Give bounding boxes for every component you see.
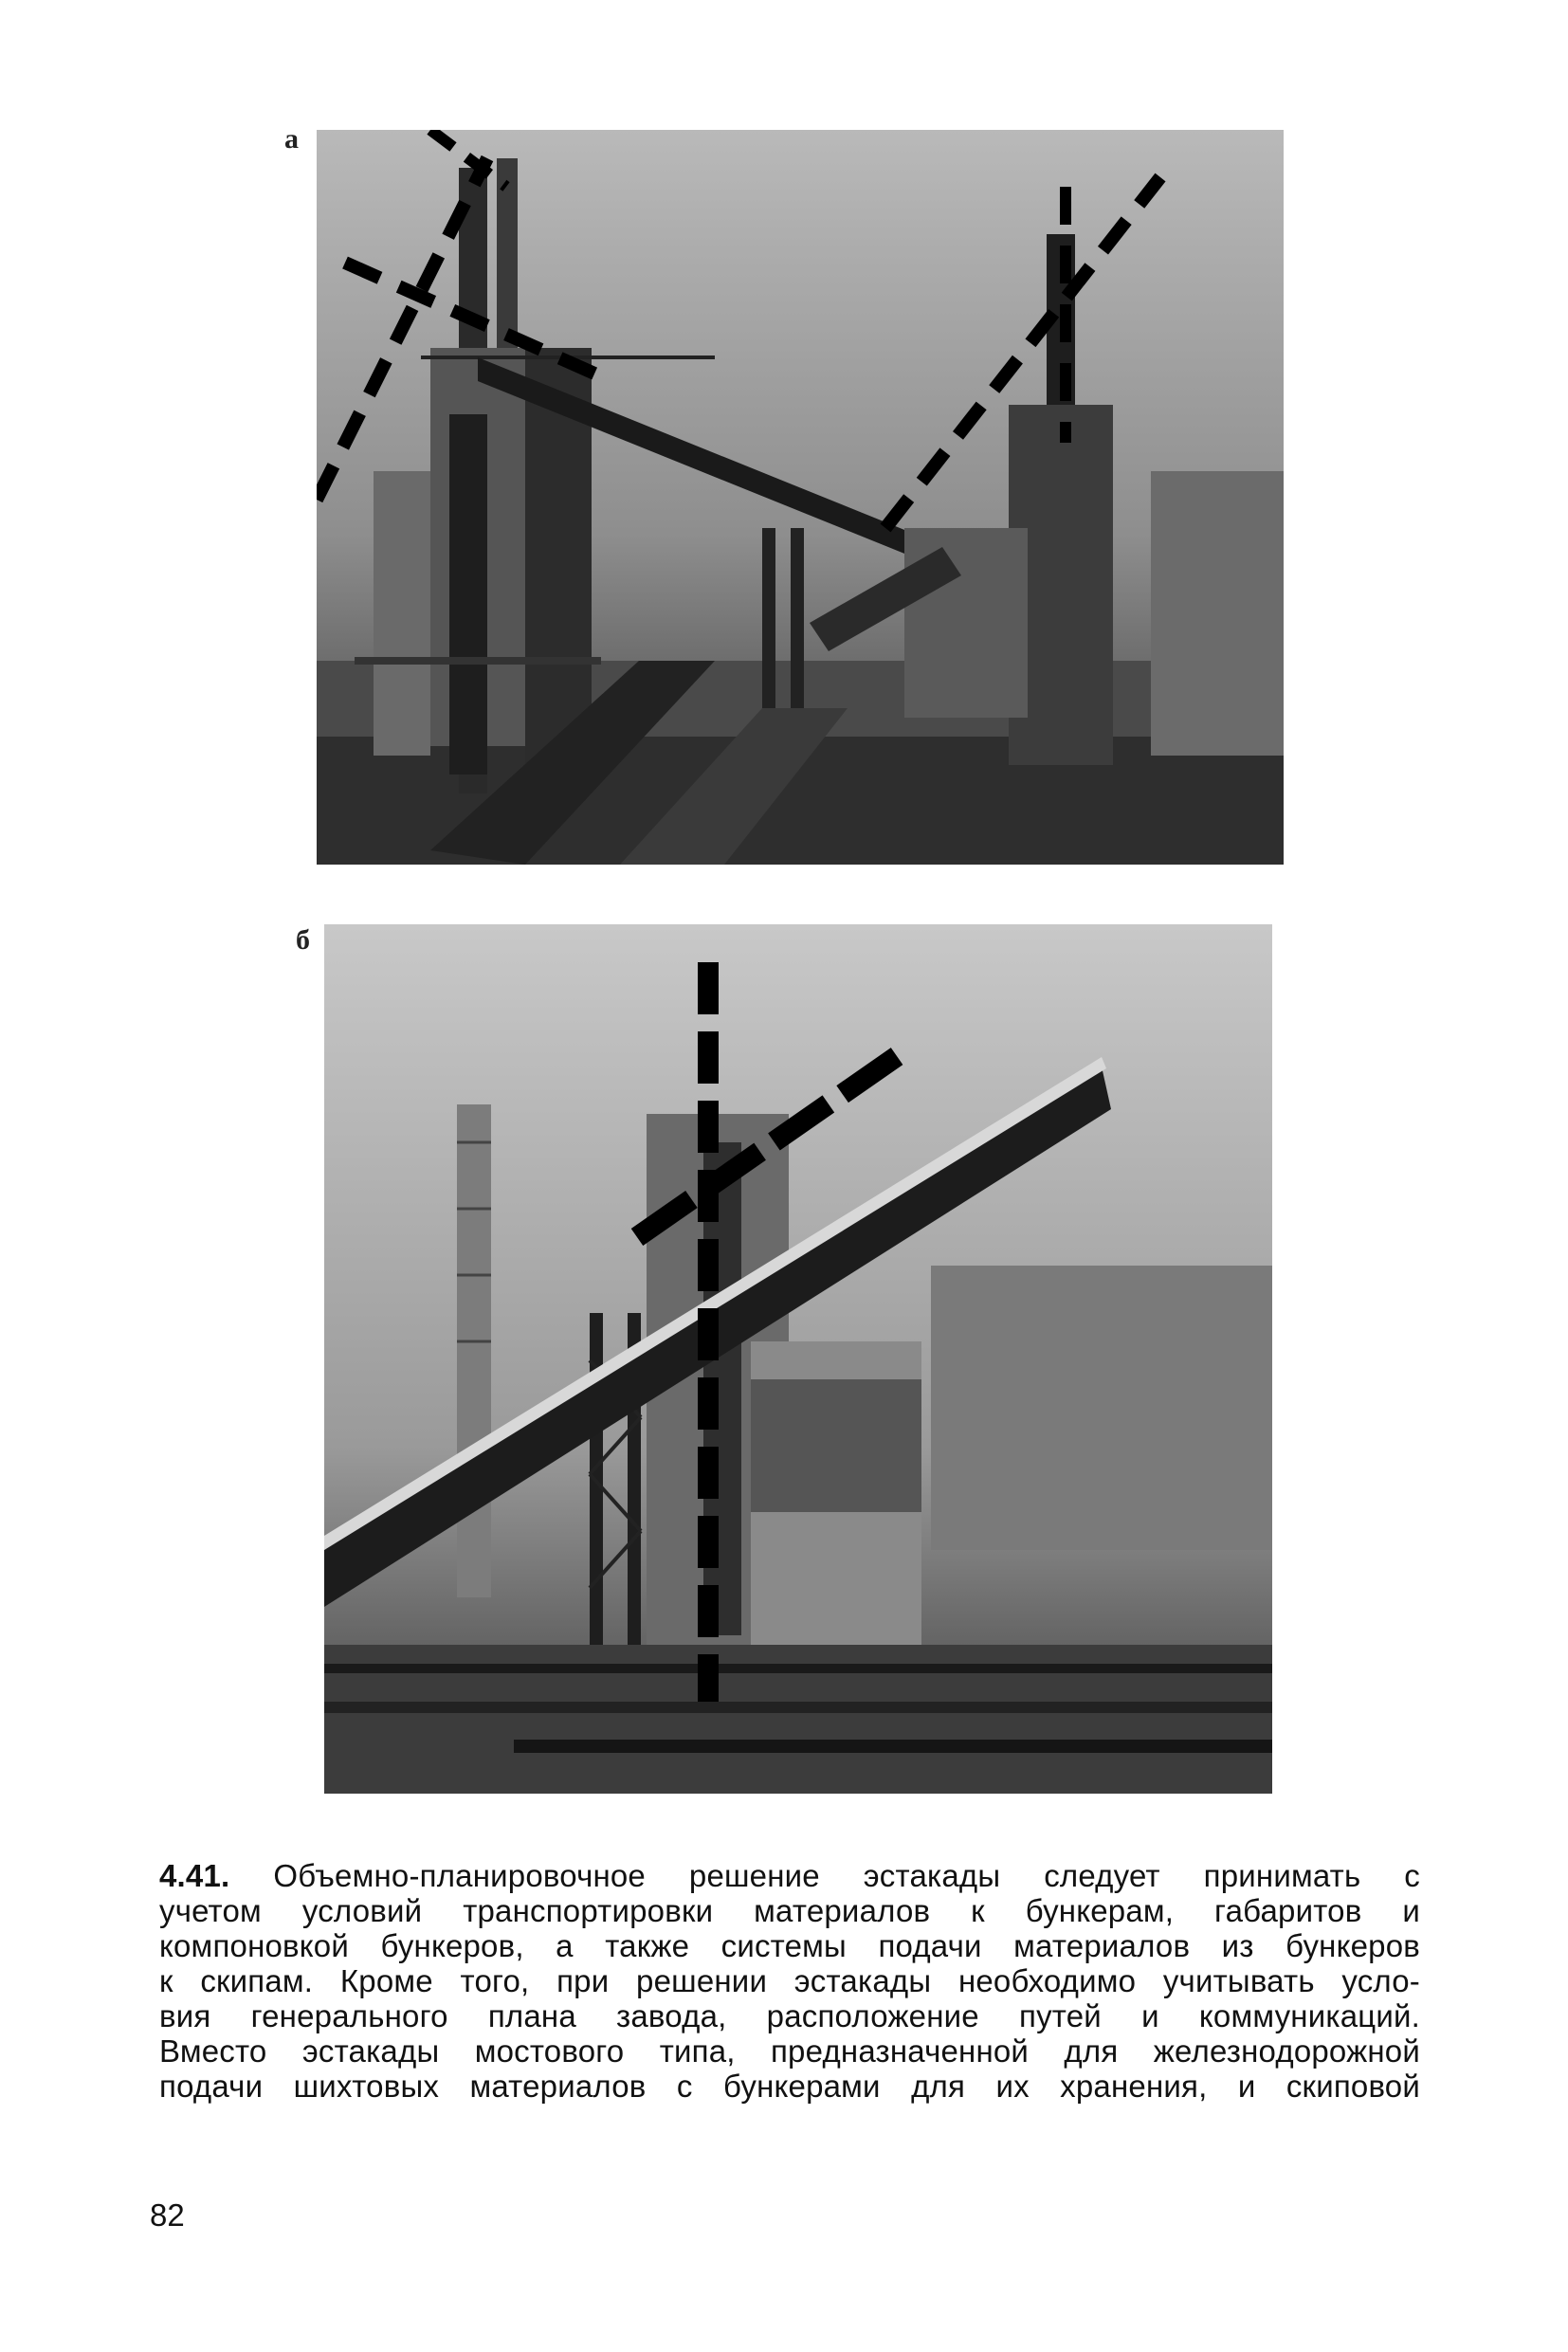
paragraph-4-41 bbox=[159, 1858, 1420, 2104]
text-line: подачи шихтовых материалов с бункерами для их хранения, и скиповой bbox=[159, 2069, 1420, 2104]
paragraph-number: 4.41. bbox=[159, 1858, 230, 1893]
figure-label-a: а bbox=[284, 123, 299, 155]
text-line: учетом условий транспортировки материалов к бункерам, габаритов и bbox=[159, 1893, 1420, 1928]
text-line: компоновкой бункеров, а также системы подачи материалов из бункеров bbox=[159, 1928, 1420, 1963]
text-line: 4.41. Объемно-планировочное решение эстакады следует принимать с bbox=[159, 1858, 1420, 1893]
text-line: вия генерального плана завода, расположение путей и коммуникаций. bbox=[159, 1998, 1420, 2033]
photo-blast-furnace-b bbox=[324, 924, 1272, 1794]
page-number: 82 bbox=[150, 2197, 185, 2233]
text-line: к скипам. Кроме того, при решении эстакады необходимо учитывать усло- bbox=[159, 1963, 1420, 1998]
figure-label-b: б bbox=[296, 924, 310, 956]
photo-blast-furnaces-a bbox=[317, 130, 1284, 865]
text-line: Вместо эстакады мостового типа, предназначенной для железнодорожной bbox=[159, 2033, 1420, 2069]
